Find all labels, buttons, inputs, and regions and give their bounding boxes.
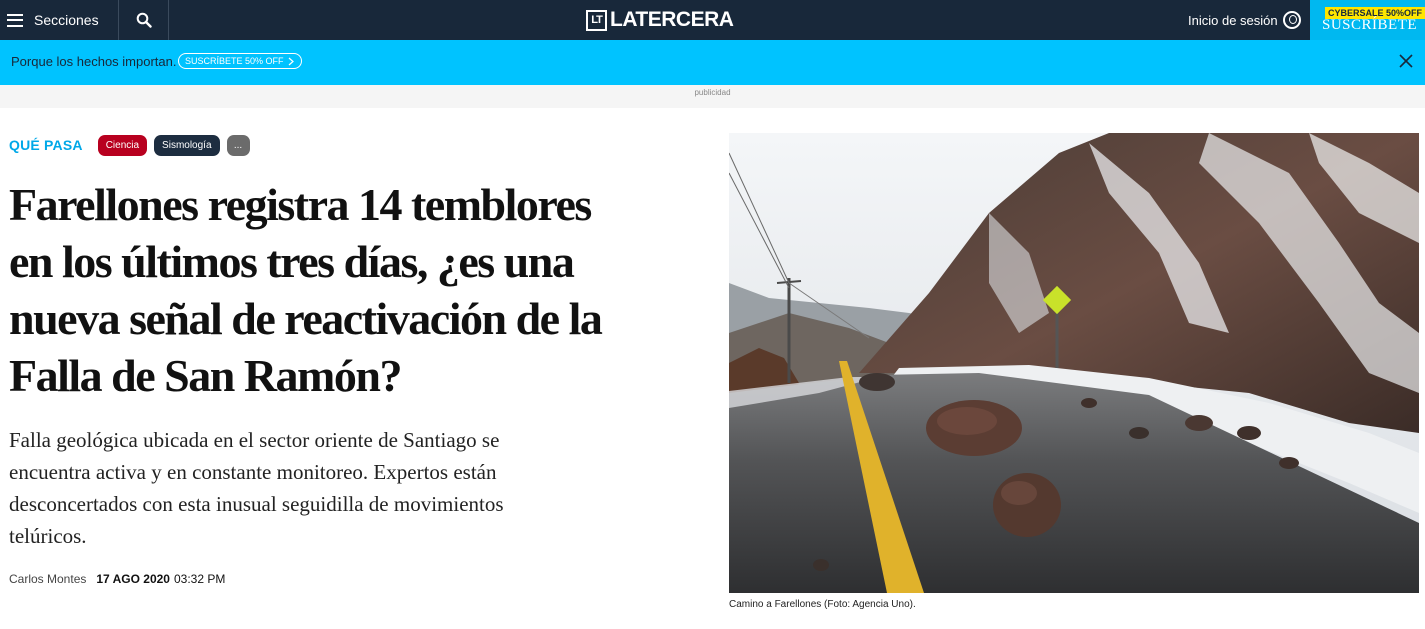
section-link[interactable]: QUÉ PASA [9,137,83,153]
hamburger-icon [7,14,23,27]
cybersale-badge: CYBERSALE 50%OFF [1325,7,1425,19]
logo-mark: LT [586,10,607,31]
sections-menu-button[interactable] [0,0,119,40]
photo-caption: Camino a Farellones (Foto: Agencia Uno). [729,599,916,610]
promo-subscribe-button[interactable] [178,53,302,69]
publish-date: 17 AGO 2020 [96,572,170,586]
promo-bar [0,40,1425,85]
promo-button-label: SUSCRÍBETE 50% OFF [185,56,284,66]
user-icon [1283,11,1301,29]
publish-time: 03:32 PM [173,572,226,586]
close-icon[interactable] [1399,54,1413,68]
byline [9,572,225,586]
article-meta-row [9,134,257,156]
promo-text: Porque los hechos importan. [11,54,177,69]
ad-label: publicidad [694,88,731,97]
site-logo[interactable] [586,9,733,31]
article-headline: Farellones registra 14 temblores en los últimos tres días, ¿es una nueva señal de reactivación de la Falla de San Ramón? [9,179,602,401]
article-photo [729,133,1419,593]
subscribe-button[interactable] [1310,0,1425,40]
chevron-right-icon [287,57,295,66]
sections-label: Secciones [34,12,99,28]
tag-sismologia[interactable]: Sismología [154,135,219,156]
search-button[interactable] [119,0,169,40]
author-link[interactable]: Carlos Montes [9,572,87,586]
logo-text: LATERCERA [610,8,734,31]
tag-more-button[interactable]: ... [227,135,250,156]
road-rockfall-image [729,133,1419,593]
subscribe-label: SUSCRÍBETE [1322,17,1418,33]
ad-slot [0,85,1425,108]
search-icon [136,12,152,28]
article-dek: Falla geológica ubicada en el sector oriente de Santiago se encuentra activa y en constante monitoreo. Expertos están desconcertados con esta inusual seguidilla de movimientos telúricos. [9,428,504,548]
tag-ciencia[interactable]: Ciencia [98,135,147,156]
login-label: Inicio de sesión [1188,12,1278,28]
login-link[interactable] [1188,0,1301,40]
top-navigation [0,0,1425,40]
